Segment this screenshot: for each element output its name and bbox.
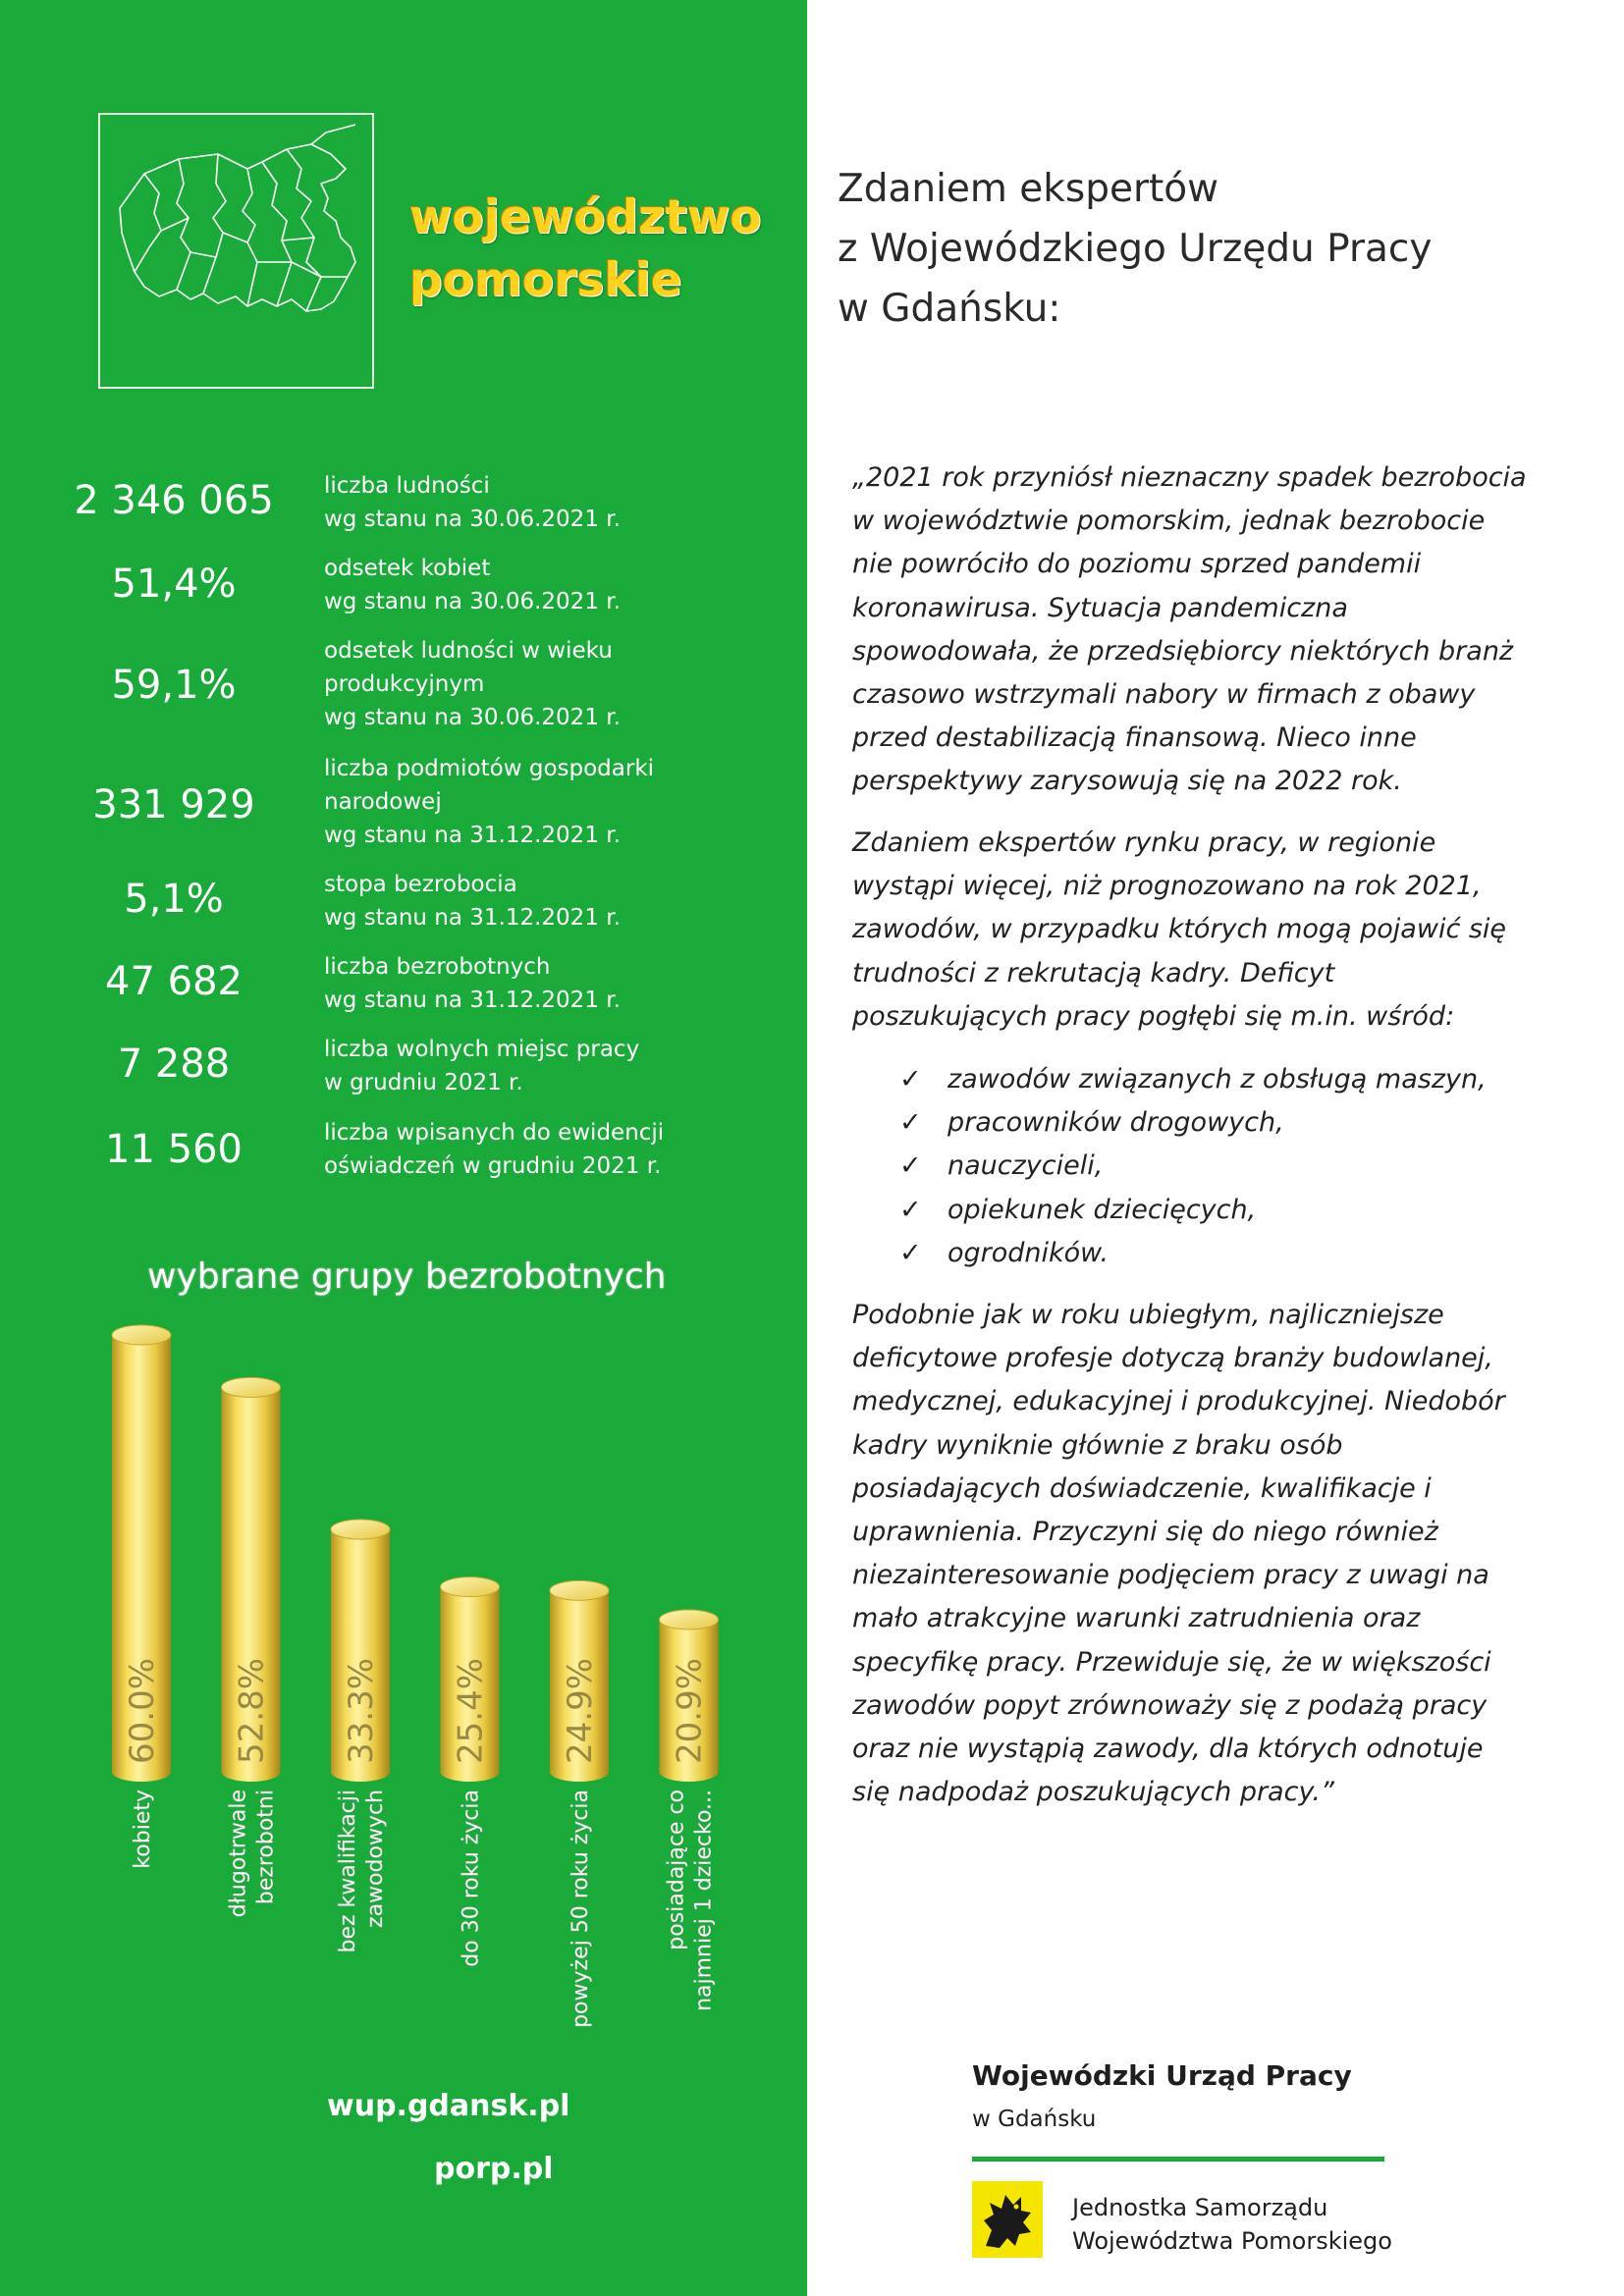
stat-label-line: liczba wpisanych do ewidencji (324, 1120, 665, 1146)
category-label: zawodowych (363, 1789, 388, 1928)
bar-value-label: 25.4% (451, 1657, 491, 1764)
checkmark-icon: ✓ (899, 1237, 922, 1268)
bar-value-label: 24.9% (561, 1657, 600, 1764)
section-title-line: z Wojewódzkiego Urzędu Pracy (838, 227, 1433, 271)
stat-label (324, 752, 654, 852)
section-title (838, 159, 1432, 339)
bar-top (441, 1577, 500, 1597)
stat-value: 331 929 (92, 782, 255, 828)
quote-line: specyfikę pracy. Przewiduje się, że w większości (852, 1646, 1491, 1678)
section-title-line: w Gdańsku: (838, 287, 1061, 331)
bar-value-label: 60.0% (123, 1657, 162, 1764)
org-name: Wojewódzki Urząd Pracy (972, 2059, 1352, 2092)
stat-label-line: stopa bezrobocia (324, 872, 517, 897)
bar-value-label: 20.9% (670, 1657, 710, 1764)
quote-line: „2021 rok przyniósł nieznaczny spadek bezrobocia (852, 462, 1527, 493)
quote-line: się nadpodaż poszukujących pracy.” (852, 1777, 1334, 1808)
stat-label-line: wg stanu na 30.06.2021 r. (324, 705, 621, 730)
checklist-item (893, 1232, 1487, 1275)
griffin-crest-icon (972, 2181, 1043, 2258)
quote-line: nie powróciło do poziomu sprzed pandemii (852, 549, 1422, 580)
bar-value-label: 33.3% (342, 1657, 381, 1764)
stat-label-line: oświadczeń w grudniu 2021 r. (324, 1153, 662, 1179)
stat-value: 7 288 (117, 1041, 231, 1087)
checklist-text: pracowników drogowych, (947, 1107, 1284, 1139)
checklist-item (893, 1058, 1487, 1101)
quote-line: poszukujących pracy pogłębi się m.in. wśród: (852, 1000, 1455, 1032)
quote-line: wystąpi więcej, niż prognozowano na rok 2021, (852, 871, 1482, 902)
stat-value: 5,1% (124, 877, 224, 922)
stat-value: 11 560 (105, 1127, 243, 1172)
quote-line: czasowo wstrzymali nabory w firmach z obawy (852, 679, 1476, 711)
stat-label-line: wg stanu na 31.12.2021 r. (324, 988, 621, 1013)
stat-label (324, 1033, 639, 1099)
checkmark-icon: ✓ (899, 1150, 922, 1182)
stat-label-line: odsetek ludności w wieku (324, 638, 613, 664)
stat-label-line: w grudniu 2021 r. (324, 1070, 523, 1095)
stat-label-line: liczba wolnych miejsc pracy (324, 1037, 640, 1062)
quote-line: oraz nie wystąpią zawody, dla których odnotuje (852, 1734, 1484, 1765)
checklist-item (893, 1101, 1487, 1145)
quote-line: spowodowała, że przedsiębiorcy niektórych branż (852, 635, 1514, 667)
category-label: najmniej 1 dziecko... (691, 1789, 717, 2011)
category-label: długotrwale (226, 1789, 251, 1918)
quote-line: koronawirusa. Sytuacja pandemiczna (852, 592, 1348, 623)
bar-top (660, 1610, 719, 1629)
stat-label-line: narodowej (324, 789, 442, 815)
stat-label (324, 950, 621, 1017)
bar-value-label: 52.8% (232, 1657, 272, 1764)
checklist-item (893, 1145, 1487, 1188)
stat-label-line: wg stanu na 31.12.2021 r. (324, 905, 621, 931)
category-label: powyżej 50 roku życia (568, 1789, 593, 2028)
left-panel (0, 0, 807, 2296)
bar-top (331, 1520, 390, 1539)
org-affiliation-line: Województwa Pomorskiego (1072, 2227, 1392, 2255)
checkmark-icon: ✓ (899, 1064, 922, 1095)
quote-line: medycznej, edukacyjnej i produkcyjnej. Niedobór (852, 1386, 1505, 1417)
stat-label-line: liczba podmiotów gospodarki (324, 756, 655, 781)
quote-line: zawodów popyt zrównoważy się z podażą pracy (852, 1689, 1488, 1721)
stat-label (324, 1116, 664, 1183)
region-title-line: województwo (409, 190, 762, 244)
checkmark-icon: ✓ (899, 1107, 922, 1139)
chart-title: wybrane grupy bezrobotnych (147, 1256, 667, 1297)
quote-line: mało atrakcyjne warunki zatrudnienia oraz (852, 1603, 1421, 1634)
deficit-checklist (893, 1058, 1487, 1275)
org-affiliation (1072, 2191, 1392, 2258)
stat-label-line: produkcyjnym (324, 671, 485, 697)
region-map-icon (98, 113, 374, 389)
quote-line: uprawnienia. Przyczyni się do niego również (852, 1517, 1438, 1548)
bar-top (222, 1377, 281, 1397)
divider (972, 2157, 1384, 2162)
checklist-text: ogrodników. (947, 1237, 1110, 1268)
stat-label (324, 469, 621, 536)
stat-value: 2 346 065 (74, 478, 274, 523)
quote-line: posiadających doświadczenie, kwalifikacje i (852, 1472, 1432, 1504)
quote-line: perspektywy zarysowują się na 2022 rok. (852, 766, 1402, 797)
stat-value: 47 682 (105, 959, 243, 1004)
stat-label-line: odsetek kobiet (324, 556, 491, 581)
region-title-line: pomorskie (409, 253, 682, 307)
quote-line: Zdaniem ekspertów rynku pracy, w regionie (852, 828, 1436, 858)
stat-label (324, 552, 621, 618)
quote-paragraph (852, 822, 1540, 1039)
bar-top (550, 1580, 609, 1600)
quote-line: deficytowe profesje dotyczą branży budowlanej, (852, 1343, 1493, 1374)
quote-line: niezainteresowanie podjęciem pracy z uwagi na (852, 1560, 1489, 1591)
stat-label-line: wg stanu na 30.06.2021 r. (324, 589, 621, 614)
quote-line: zawodów, w przypadku których mogą pojawić się (852, 914, 1507, 945)
stat-label-line: wg stanu na 30.06.2021 r. (324, 507, 621, 532)
region-title (409, 187, 762, 312)
quote-line: Podobnie jak w roku ubiegłym, najliczniejsze (852, 1300, 1444, 1330)
org-affiliation-line: Jednostka Samorządu (1072, 2194, 1328, 2221)
bar-chart (88, 1315, 776, 2081)
quote-line: w województwie pomorskim, jednak bezrobocie (852, 506, 1486, 537)
checklist-text: nauczycieli, (947, 1150, 1104, 1182)
section-title-line: Zdaniem ekspertów (838, 167, 1219, 211)
category-label: kobiety (131, 1789, 155, 1869)
category-label: bez kwalifikacji (336, 1789, 360, 1953)
stat-label-line: liczba ludności (324, 473, 490, 499)
category-label: posiadające co (664, 1789, 689, 1950)
website-link[interactable]: porp.pl (434, 2152, 554, 2186)
quote-line: trudności z rekrutacją kadry. Deficyt (852, 957, 1335, 988)
stat-label (324, 868, 621, 934)
quote-paragraph (852, 456, 1540, 804)
category-label: do 30 roku życia (459, 1789, 484, 1967)
stat-label-line: liczba bezrobotnych (324, 954, 551, 980)
quote-line: kadry wyniknie głównie z braku osób (852, 1429, 1343, 1461)
stat-label-line: wg stanu na 31.12.2021 r. (324, 823, 621, 848)
checklist-item (893, 1189, 1487, 1232)
category-label: bezrobotni (253, 1789, 279, 1905)
stat-label (324, 634, 621, 734)
website-link[interactable]: wup.gdansk.pl (327, 2089, 570, 2123)
checklist-text: opiekunek dziecięcych, (947, 1194, 1257, 1225)
stat-value: 59,1% (111, 663, 237, 708)
checklist-text: zawodów związanych z obsługą maszyn, (947, 1064, 1487, 1095)
checkmark-icon: ✓ (899, 1194, 922, 1225)
bar-top (112, 1325, 171, 1345)
stat-value: 51,4% (111, 561, 237, 607)
quote-paragraph (852, 1294, 1540, 1814)
org-city: w Gdańsku (972, 2107, 1097, 2132)
quote-line: przed destabilizacją finansową. Nieco inne (852, 722, 1417, 754)
